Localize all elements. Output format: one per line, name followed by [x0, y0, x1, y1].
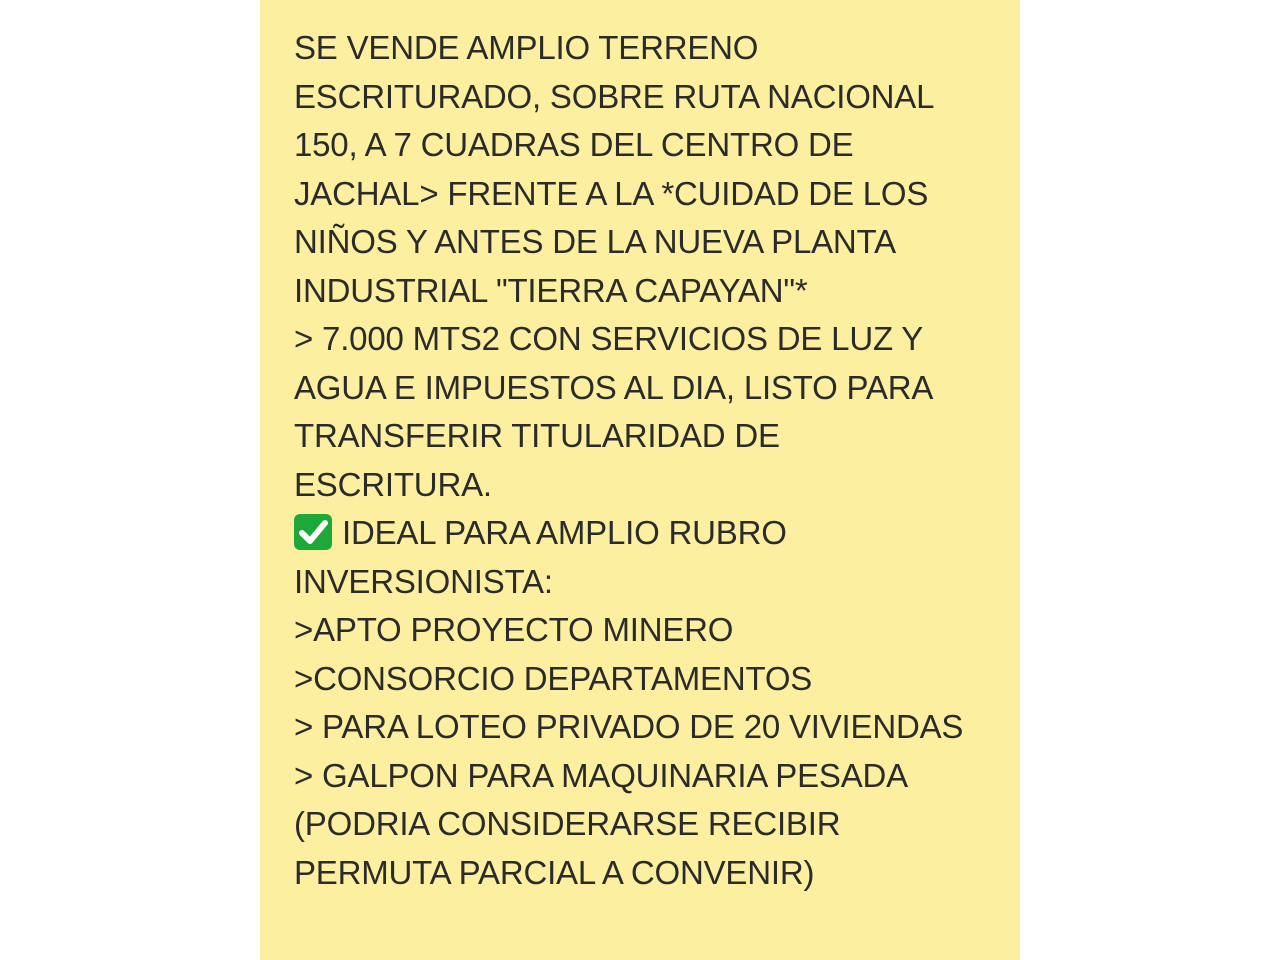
notice-line: TRANSFERIR TITULARIDAD DE [294, 417, 780, 454]
notice-line: > 7.000 MTS2 CON SERVICIOS DE LUZ Y [294, 320, 924, 357]
check-mark-button-icon [294, 514, 332, 550]
notice-line: INDUSTRIAL "TIERRA CAPAYAN"* [294, 271, 808, 309]
notice-line-text: IDEAL PARA AMPLIO RUBRO [342, 514, 787, 551]
notice-line: (PODRIA CONSIDERARSE RECIBIR [294, 805, 841, 842]
notice-line: SE VENDE AMPLIO TERRENO [294, 29, 759, 66]
notice-line: AGUA E IMPUESTOS AL DIA, LISTO PARA [294, 368, 934, 406]
notice-line: >CONSORCIO DEPARTAMENTOS [294, 659, 813, 697]
notice-line: 150, A 7 CUADRAS DEL CENTRO DE [294, 126, 854, 163]
notice-line: > GALPON PARA MAQUINARIA PESADA [294, 756, 908, 794]
notice-line: JACHAL> FRENTE A LA *CUIDAD DE LOS [294, 174, 929, 212]
sale-notice-note [260, 0, 1020, 960]
notice-line: ESCRITURA. [294, 465, 492, 503]
notice-line: NIÑOS Y ANTES DE LA NUEVA PLANTA [294, 223, 896, 260]
notice-line: >APTO PROYECTO MINERO [294, 611, 734, 648]
notice-line-ideal [294, 509, 1020, 558]
notice-line: > PARA LOTEO PRIVADO DE 20 VIVIENDAS [294, 708, 964, 745]
notice-line: PERMUTA PARCIAL A CONVENIR) [294, 853, 815, 891]
notice-line: ESCRITURADO, SOBRE RUTA NACIONAL [294, 77, 935, 115]
notice-line: INVERSIONISTA: [294, 562, 553, 600]
